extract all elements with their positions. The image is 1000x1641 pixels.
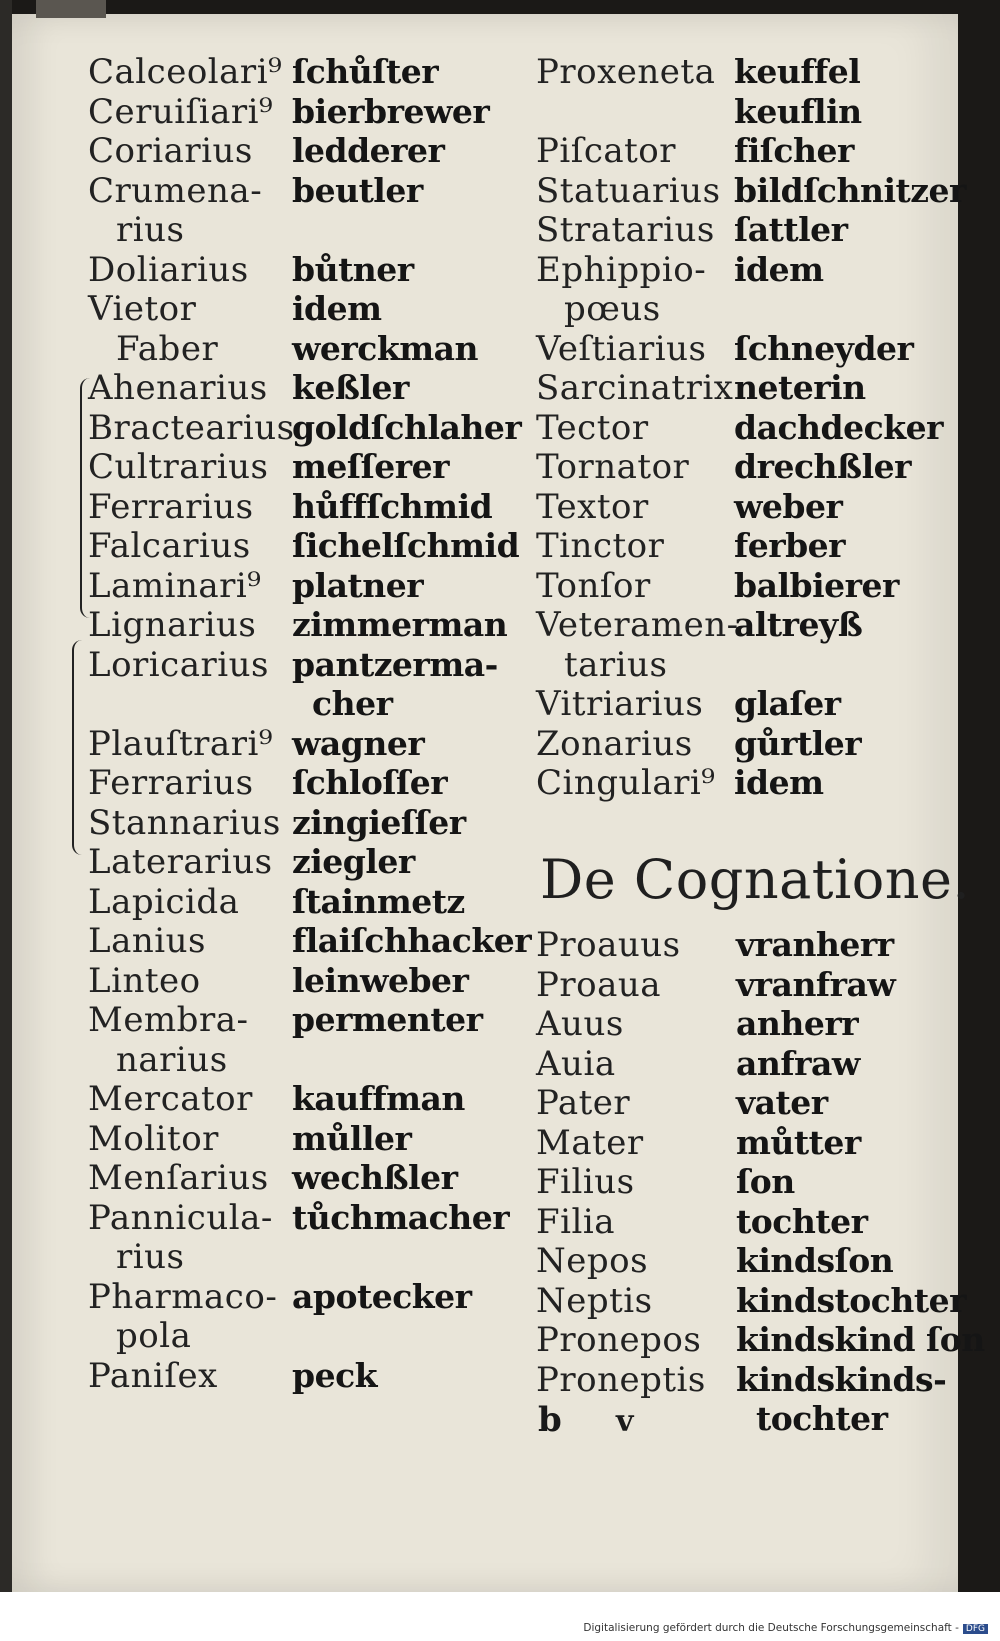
german-term: anherr xyxy=(736,1004,859,1043)
latin-term: Membra- xyxy=(88,1000,249,1040)
glossary-entry xyxy=(536,289,956,329)
latin-term: Auus xyxy=(536,1004,624,1044)
german-term: bierbrewer xyxy=(292,91,490,131)
latin-term: Vitriarius xyxy=(536,684,704,724)
glossary-entry xyxy=(536,329,956,369)
glossary-entry xyxy=(88,842,518,882)
glossary-entry xyxy=(536,965,956,1005)
glossary-entry xyxy=(536,1162,956,1202)
glossary-entry xyxy=(536,925,956,965)
latin-term: Filius xyxy=(536,1162,635,1202)
latin-term: Loricarius xyxy=(88,644,269,685)
german-term: glaſer xyxy=(734,684,841,723)
glossary-entry xyxy=(88,289,518,329)
german-term: keuffel xyxy=(734,52,861,91)
latin-term: Pannicula- xyxy=(88,1197,273,1238)
glossary-entry xyxy=(536,724,956,764)
german-term: ſchneyder xyxy=(734,328,914,368)
german-term: hůffſchmid xyxy=(292,486,493,526)
latin-term: Cultrarius xyxy=(88,447,269,487)
german-term: platner xyxy=(292,565,424,605)
latin-term: Lignarius xyxy=(88,605,257,645)
latin-term: Pharmaco- xyxy=(88,1276,278,1317)
latin-term: Lapicida xyxy=(88,881,240,922)
dfg-logo: DFG xyxy=(963,1624,988,1634)
latin-term: Mater xyxy=(536,1122,644,1163)
german-term: keuflin xyxy=(734,91,862,131)
glossary-entry xyxy=(88,447,518,487)
latin-term: Ferrarius xyxy=(88,763,254,803)
german-term: bůtner xyxy=(292,249,414,289)
german-term: můller xyxy=(292,1118,412,1158)
latin-term: Zonarius xyxy=(536,723,693,764)
latin-term: Molitor xyxy=(88,1118,219,1159)
glossary-entry xyxy=(88,131,518,171)
glossary-entry xyxy=(536,52,956,92)
glossary-entry xyxy=(88,526,518,566)
glossary-entry xyxy=(536,763,956,803)
latin-term: Linteo xyxy=(88,960,201,1001)
german-term: ſchloſſer xyxy=(292,763,448,802)
glossary-entry xyxy=(88,368,518,408)
german-term: dachdecker xyxy=(734,407,943,447)
binding-strip xyxy=(36,0,106,18)
latin-term: pola xyxy=(116,1316,192,1356)
glossary-entry xyxy=(536,1241,956,1281)
glossary-entry xyxy=(88,1316,518,1356)
glossary-entry xyxy=(88,1158,518,1198)
glossary-entry xyxy=(88,605,518,645)
glossary-entry xyxy=(88,1237,518,1277)
latin-term: Ahenarius xyxy=(88,368,268,408)
glossary-entry xyxy=(88,803,518,843)
glossary-entry xyxy=(536,368,956,408)
latin-term: rius xyxy=(116,210,185,250)
glossary-entry xyxy=(536,447,956,487)
glossary-entry xyxy=(536,684,956,724)
glossary-entry xyxy=(536,487,956,527)
bracket-group-2 xyxy=(72,640,84,855)
latin-term: Tinctor xyxy=(536,526,665,566)
right-glossary-column-top xyxy=(536,52,966,803)
latin-term: Mercator xyxy=(88,1079,253,1119)
german-term: gůrtler xyxy=(734,723,862,763)
latin-term: Piſcator xyxy=(536,131,677,171)
german-term: tůchmacher xyxy=(292,1197,510,1237)
latin-term: Proneptis xyxy=(536,1359,706,1400)
german-term: vranherr xyxy=(736,925,894,964)
glossary-entry xyxy=(536,1320,985,1360)
latin-term: Vietor xyxy=(88,289,197,329)
german-term: fiſcher xyxy=(734,131,854,170)
glossary-entry xyxy=(88,1356,518,1396)
latin-term: Faber xyxy=(116,328,219,369)
right-glossary-column-bottom xyxy=(536,925,985,1439)
latin-term: Ephippio- xyxy=(536,249,707,290)
glossary-entry xyxy=(536,408,956,448)
latin-term: Laminari⁹ xyxy=(88,565,262,606)
german-term: ſon xyxy=(736,1162,795,1201)
glossary-entry xyxy=(536,526,956,566)
german-term: zimmerman xyxy=(292,605,508,644)
german-term: pantzerma- xyxy=(292,644,498,684)
german-term: tochter xyxy=(756,1399,888,1438)
glossary-entry xyxy=(536,1399,956,1439)
german-term: ſattler xyxy=(734,210,848,249)
german-term: werckman xyxy=(292,328,479,368)
glossary-entry xyxy=(88,645,518,685)
german-term: flaiſchhacker xyxy=(292,921,532,960)
latin-term: Statuarius xyxy=(536,170,721,211)
latin-term: rius xyxy=(116,1237,185,1277)
glossary-entry xyxy=(88,92,518,132)
glossary-entry xyxy=(88,961,518,1001)
german-term: bildſchnitzer xyxy=(734,170,966,210)
glossary-entry xyxy=(536,1280,967,1321)
left-glossary-column xyxy=(88,52,532,1396)
german-term: balbierer xyxy=(734,565,899,605)
glossary-entry xyxy=(536,605,956,645)
german-term: drechßler xyxy=(734,447,912,486)
glossary-entry xyxy=(88,171,518,211)
german-term: ziegler xyxy=(292,842,415,881)
latin-term: pœus xyxy=(564,289,661,329)
german-term: anfraw xyxy=(736,1043,860,1083)
latin-term: Ceruiſiari⁹ xyxy=(88,91,274,132)
signature-sub: v xyxy=(616,1404,634,1439)
footer-credit xyxy=(583,1622,988,1634)
section-heading: De Cognatione. xyxy=(540,848,971,911)
german-term: kauffman xyxy=(292,1079,465,1118)
german-term: kindstochter xyxy=(736,1280,967,1320)
glossary-entry xyxy=(88,250,518,290)
german-term: ferber xyxy=(734,526,846,565)
latin-term: Ferrarius xyxy=(88,486,254,527)
latin-term: tarius xyxy=(564,644,668,685)
german-term: altreyß xyxy=(734,605,863,644)
latin-term: Proxeneta xyxy=(536,52,716,92)
glossary-entry xyxy=(88,407,522,448)
glossary-entry xyxy=(536,1202,956,1242)
latin-term: Tornator xyxy=(536,447,690,487)
german-term: zingieſſer xyxy=(292,802,466,842)
glossary-entry xyxy=(88,1119,518,1159)
signature-mark: b xyxy=(538,1400,562,1440)
german-term: vater xyxy=(736,1083,828,1122)
german-term: weber xyxy=(734,486,843,526)
german-term: ſchůſter xyxy=(292,52,439,91)
german-term: tochter xyxy=(736,1201,868,1241)
glossary-entry xyxy=(88,921,532,961)
latin-term: Falcarius xyxy=(88,526,251,566)
latin-term: Paniſex xyxy=(88,1355,218,1396)
german-term: beutler xyxy=(292,170,423,210)
german-term: kindskinds- xyxy=(736,1359,947,1399)
german-term: wagner xyxy=(292,723,425,763)
latin-term: Crumena- xyxy=(88,170,263,211)
german-term: ſichelſchmid xyxy=(292,526,520,565)
glossary-entry xyxy=(536,1083,956,1123)
glossary-entry xyxy=(88,763,518,803)
latin-term: Menſarius xyxy=(88,1158,269,1198)
latin-term: Textor xyxy=(536,486,649,527)
german-term: leinweber xyxy=(292,960,469,1000)
latin-term: Coriarius xyxy=(88,131,253,171)
latin-term: Veteramen- xyxy=(536,605,739,645)
glossary-entry xyxy=(88,52,518,92)
latin-term: Pater xyxy=(536,1083,631,1123)
german-term: idem xyxy=(734,763,824,802)
glossary-entry xyxy=(88,1040,518,1080)
glossary-entry xyxy=(88,1079,518,1119)
latin-term: Doliarius xyxy=(88,249,249,290)
german-term: kindskind ſon xyxy=(736,1320,985,1359)
german-term: goldſchlaher xyxy=(292,407,522,447)
glossary-entry xyxy=(88,487,518,527)
latin-term: Laterarius xyxy=(88,842,273,882)
latin-term: Tonſor xyxy=(536,565,651,606)
glossary-entry xyxy=(536,170,966,211)
german-term: ſtainmetz xyxy=(292,881,465,921)
footer-credit-text: Digitalisierung gefördert durch die Deutsche Forschungsgemeinschaft - xyxy=(583,1622,959,1634)
book-spine xyxy=(0,0,12,1641)
latin-term: Stannarius xyxy=(88,802,281,843)
german-term: idem xyxy=(734,249,824,289)
glossary-entry xyxy=(88,684,518,724)
latin-term: Nepos xyxy=(536,1241,649,1281)
latin-term: Pronepos xyxy=(536,1320,702,1360)
latin-term: Proaua xyxy=(536,964,662,1005)
german-term: vranfraw xyxy=(736,964,896,1004)
glossary-entry xyxy=(88,882,518,922)
glossary-entry xyxy=(536,210,956,250)
german-term: wechßler xyxy=(292,1158,458,1197)
german-term: peck xyxy=(292,1355,378,1395)
latin-term: Filia xyxy=(536,1201,615,1242)
latin-term: Cingulari⁹ xyxy=(536,763,716,803)
german-term: ledderer xyxy=(292,131,445,170)
german-term: idem xyxy=(292,289,382,328)
glossary-entry xyxy=(536,131,956,171)
german-term: keßler xyxy=(292,368,409,407)
german-term: kindsſon xyxy=(736,1241,894,1280)
latin-term: Calceolari⁹ xyxy=(88,52,283,92)
glossary-entry xyxy=(536,92,956,132)
latin-term: Veſtiarius xyxy=(536,328,707,369)
glossary-entry xyxy=(536,1360,956,1400)
latin-term: Lanius xyxy=(88,921,206,961)
glossary-entry xyxy=(536,1004,956,1044)
glossary-entry xyxy=(88,329,518,369)
glossary-entry xyxy=(536,645,956,685)
glossary-entry xyxy=(88,566,518,606)
latin-term: Bractearius xyxy=(88,407,295,448)
latin-term: Tector xyxy=(536,407,649,448)
latin-term: Sarcinatrix xyxy=(536,368,734,408)
german-term: cher xyxy=(312,684,393,723)
latin-term: Neptis xyxy=(536,1280,653,1321)
glossary-entry xyxy=(88,724,518,764)
glossary-entry xyxy=(88,1000,518,1040)
glossary-entry xyxy=(88,1198,518,1238)
latin-term: narius xyxy=(116,1039,228,1080)
glossary-entry xyxy=(88,210,518,250)
german-term: můtter xyxy=(736,1122,861,1162)
latin-term: Auia xyxy=(536,1043,616,1084)
german-term: meſſerer xyxy=(292,447,450,486)
glossary-entry xyxy=(536,566,956,606)
latin-term: Proauus xyxy=(536,925,681,965)
glossary-entry xyxy=(536,1123,956,1163)
latin-term: Stratarius xyxy=(536,210,715,250)
german-term: apotecker xyxy=(292,1276,472,1316)
german-term: neterin xyxy=(734,368,866,407)
latin-term: Plauſtrari⁹ xyxy=(88,723,273,764)
glossary-entry xyxy=(536,1044,956,1084)
glossary-entry xyxy=(88,1277,518,1317)
glossary-entry xyxy=(536,250,956,290)
german-term: permenter xyxy=(292,1000,483,1039)
